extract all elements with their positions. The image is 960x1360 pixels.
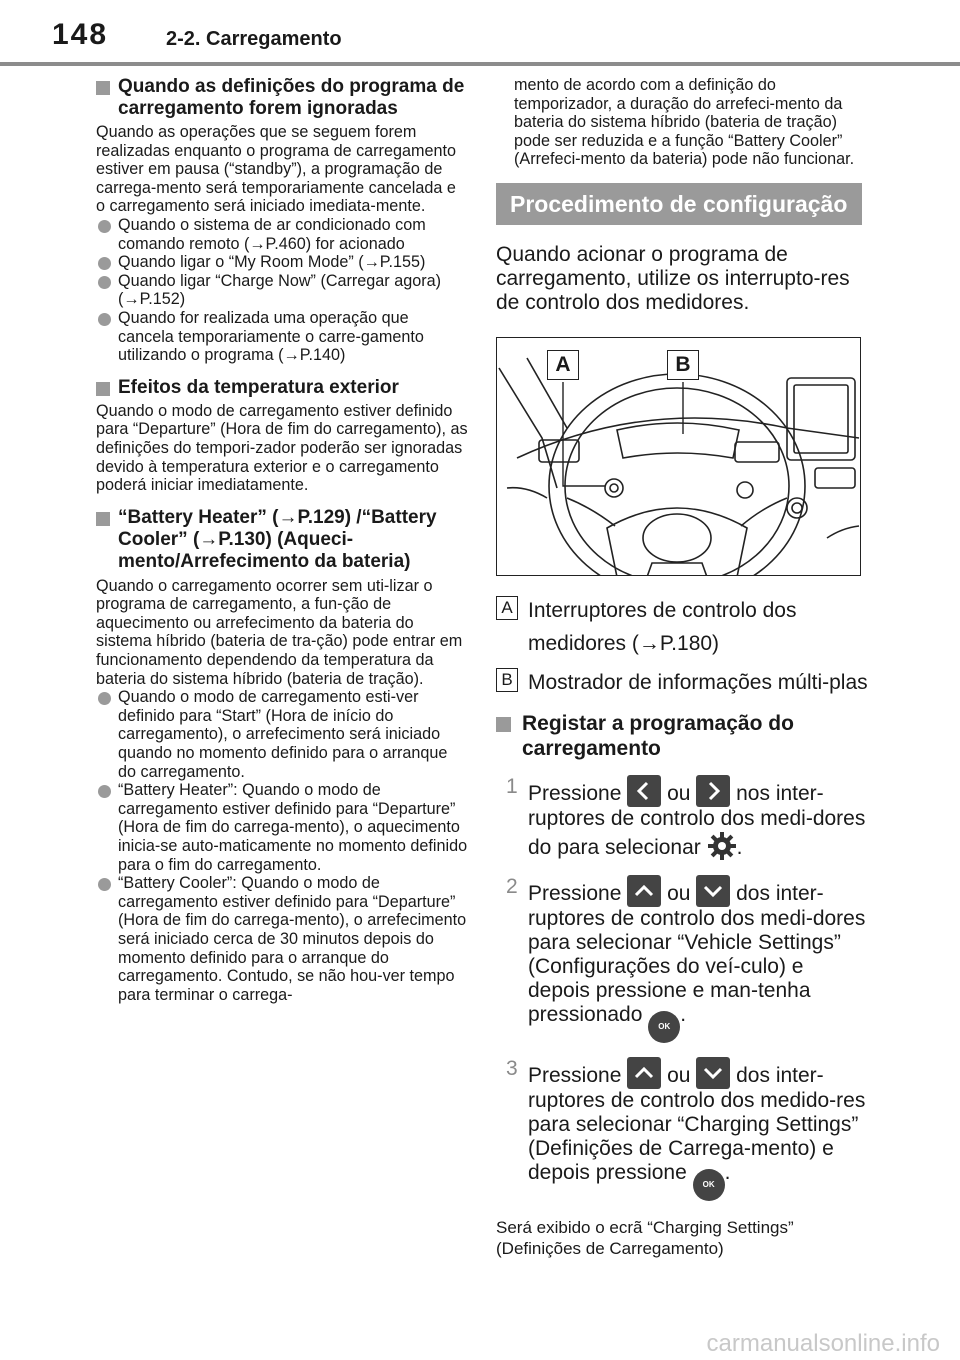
list-item: Quando ligar “Charge Now” (Carregar agora) (→P.152): [96, 272, 468, 309]
step-1: [496, 775, 870, 861]
continuation-text: mento de acordo com a definição do temporizador, a duração do arrefeci-mento da bateria do sistema híbrido (bateria de tração) pode ser reduzida e a função “Battery Cooler” (Arrefeci-mento da bateria) pode não funcionar.: [514, 76, 855, 169]
step-text: .: [736, 835, 743, 859]
list-item: “Battery Cooler”: Quando o modo de carregamento estiver definido para “Departure” (Hora de fim do carrega-mento), o arrefecimento será iniciado cerca de 30 minutos depois do momento definido para o arranque do carregamento. Contudo, se não hou-ver tempo para terminar o carrega-: [96, 874, 468, 1004]
step-number: 2: [506, 874, 518, 898]
chevron-down-icon: [696, 1057, 730, 1089]
step-text: ou: [667, 1063, 691, 1087]
bullet-list-ignored: [96, 216, 468, 365]
watermark: carmanualsonline.info: [706, 1330, 940, 1357]
gear-icon: [707, 831, 737, 861]
para-outside-temp: Quando o modo de carregamento estiver definido para “Departure” (Hora de fim do carregamento), as definições do tempori-zador poderão ser ignoradas devido à temperatura exterior e o carregamento poderá iniciar imediatamente.: [96, 401, 468, 495]
procedure-title-bar: Procedimento de configuração: [496, 183, 862, 225]
step-text: Pressione: [528, 781, 622, 805]
heading-ignored-program: Quando as definições do programa de carregamento forem ignoradas: [96, 76, 468, 120]
legend-key: B: [496, 668, 518, 692]
heading-battery-heater: “Battery Heater” (→P.129) /“Battery Cooler” (→P.130) (Aqueci-mento/Arrefecimento da bateria): [96, 507, 468, 573]
procedure-intro: Quando acionar o programa de carregamento, utilize os interrupto-res de controlo dos medidores.: [496, 242, 850, 314]
page-header: [0, 0, 960, 66]
step-3: [496, 1057, 870, 1201]
step-text: Pressione: [528, 1063, 622, 1087]
step-text: .: [724, 1160, 731, 1184]
list-item: Quando o modo de carregamento esti-ver definido para “Start” (Hora de início do carregamento), o arrefecimento será iniciado quando no momento definido para o arranque do carregamento.: [96, 688, 468, 781]
heading-register-program: Registar a programação do carregamento: [496, 711, 870, 761]
callout-b: B: [667, 350, 699, 380]
legend-item-b: [496, 666, 870, 699]
chevron-left-icon: [627, 775, 661, 807]
header-divider: [0, 62, 960, 66]
heading-outside-temp: Efeitos da temperatura exterior: [96, 377, 468, 399]
right-column: [496, 76, 870, 1259]
step-text: .: [680, 1002, 687, 1026]
left-column: [96, 76, 468, 1004]
step-text: nos inter-ruptores de controlo dos medi-dores do para selecionar: [528, 781, 866, 859]
step-2: [496, 875, 870, 1043]
section-title: 2-2. Carregamento: [166, 28, 342, 50]
step-text: ou: [667, 781, 691, 805]
para-ignored-program: Quando as operações que se seguem forem realizadas enquanto o programa de carregamento estiver em pausa (“standby”), a programação de carrega-mento será temporariamente cancelada e o carregamento será iniciado imediata-mente.: [96, 123, 456, 216]
ok-button-icon: OK: [648, 1011, 680, 1043]
para-battery-heater: Quando o carregamento ocorrer sem uti-lizar o programa de carregamento, a fun-ção de aquecimento ou arrefecimento da bateria do sistema híbrido (bateria de tra-ção) pode entrar em funcionamento dependendo da temperatura da bateria do sistema híbrido (bateria de tração).: [96, 576, 463, 688]
list-item: Quando for realizada uma operação que cancela temporariamente o carre-gamento utilizando o programa (→P.140): [96, 309, 468, 365]
steering-wheel-illustration: [496, 337, 861, 576]
step-number: 3: [506, 1056, 518, 1080]
legend-item-a: [496, 594, 870, 660]
step-text: dos inter-ruptores de controlo dos medido-res para selecionar “Charging Settings” (Definições de Carrega-mento) e depois pressione: [528, 1063, 866, 1184]
list-item: Quando o sistema de ar condicionado com comando remoto (→P.460) for acionado: [96, 216, 468, 253]
step-text: dos inter-ruptores de controlo dos medi-dores para selecionar “Vehicle Settings” (Configurações do veí-culo) e depois pressione e man-tenha pressionado: [528, 881, 866, 1026]
callout-a: A: [547, 350, 579, 380]
result-note: Será exibido o ecrã “Charging Settings” (Definições de Carregamento): [496, 1217, 794, 1258]
list-item: “Battery Heater”: Quando o modo de carregamento estiver definido para “Departure” (Hora de fim do carrega-mento), o aquecimento inicia-se auto-maticamente no momento definido para o fim do carregamento.: [96, 781, 468, 874]
chevron-up-icon: [627, 875, 661, 907]
chevron-down-icon: [696, 875, 730, 907]
step-text: ou: [667, 881, 691, 905]
ok-button-icon: OK: [693, 1169, 725, 1201]
chevron-right-icon: [696, 775, 730, 807]
chevron-up-icon: [627, 1057, 661, 1089]
legend-text: Interruptores de controlo dos medidores (→P.180): [528, 598, 797, 655]
step-number: 1: [506, 774, 518, 798]
figure-legend: [496, 594, 870, 699]
step-text: Pressione: [528, 881, 622, 905]
bullet-list-battery: [96, 688, 468, 1004]
page-number: 148: [52, 18, 109, 51]
list-item: Quando ligar o “My Room Mode” (→P.155): [96, 253, 468, 272]
legend-text: Mostrador de informações múlti-plas: [528, 670, 868, 694]
legend-key: A: [496, 596, 518, 620]
